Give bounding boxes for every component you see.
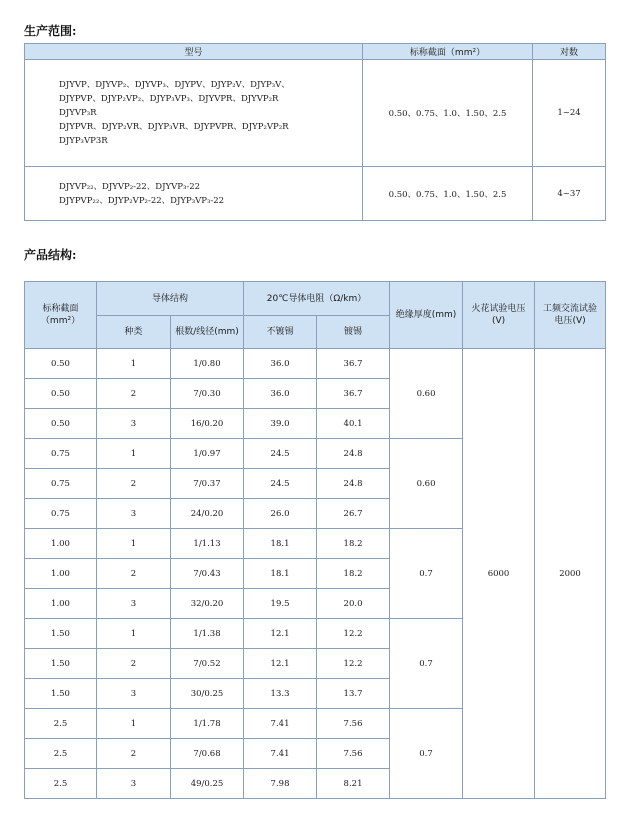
cell-type: 1 bbox=[97, 439, 171, 469]
section-title-production-range: 生产范围: bbox=[24, 24, 77, 38]
cell-section: 0.75 bbox=[25, 439, 97, 469]
cell-bare: 18.1 bbox=[244, 559, 317, 589]
cell-tinned: 26.7 bbox=[317, 499, 390, 529]
cell-tinned: 12.2 bbox=[317, 649, 390, 679]
cell-bare: 18.1 bbox=[244, 529, 317, 559]
cell-strands: 24/0.20 bbox=[171, 499, 244, 529]
cell-strands: 32/0.20 bbox=[171, 589, 244, 619]
cell-section: 1.00 bbox=[25, 589, 97, 619]
cell-insulation: 0.7 bbox=[390, 619, 463, 709]
cell-strands: 7/0.37 bbox=[171, 469, 244, 499]
cell-tinned: 36.7 bbox=[317, 379, 390, 409]
range-row bbox=[25, 167, 606, 221]
production-range-table bbox=[24, 43, 606, 221]
cell-strands: 30/0.25 bbox=[171, 679, 244, 709]
cell-tinned: 7.56 bbox=[317, 709, 390, 739]
cell-type: 3 bbox=[97, 499, 171, 529]
header-resistance: 20℃导体电阻（Ω/km） bbox=[244, 282, 390, 316]
cell-tinned: 24.8 bbox=[317, 469, 390, 499]
cell-type: 3 bbox=[97, 679, 171, 709]
cell-type: 2 bbox=[97, 469, 171, 499]
cell-strands: 7/0.52 bbox=[171, 649, 244, 679]
cell-type: 3 bbox=[97, 769, 171, 799]
cell-section: 2.5 bbox=[25, 709, 97, 739]
cell-strands: 1/0.80 bbox=[171, 349, 244, 379]
cell-section: 0.75 bbox=[25, 469, 97, 499]
cell-type: 3 bbox=[97, 589, 171, 619]
cell-section: 1.50 bbox=[25, 649, 97, 679]
table-row bbox=[25, 349, 606, 379]
cell-strands: 1/0.97 bbox=[171, 439, 244, 469]
cell-type: 3 bbox=[97, 409, 171, 439]
cell-tinned: 20.0 bbox=[317, 589, 390, 619]
cell-tinned: 24.8 bbox=[317, 439, 390, 469]
cell-insulation: 0.60 bbox=[390, 439, 463, 529]
cell-strands: 1/1.38 bbox=[171, 619, 244, 649]
cross-section-value: 0.50、0.75、1.0、1.50、2.5 bbox=[363, 60, 533, 167]
cell-tinned: 12.2 bbox=[317, 619, 390, 649]
header-spark-label: 火花试验电压 bbox=[471, 304, 526, 314]
header-cross-section: 标称截面（mm²） bbox=[363, 44, 533, 60]
cell-bare: 24.5 bbox=[244, 469, 317, 499]
cell-tinned: 36.7 bbox=[317, 349, 390, 379]
model-line: DJYPVP、DJYP₂VP₂、DJYP₃VP₃、DJYVPR、DJYVP₂R bbox=[59, 94, 279, 104]
cell-strands: 1/1.78 bbox=[171, 709, 244, 739]
cell-type: 2 bbox=[97, 559, 171, 589]
model-line: DJYPVP₂₂、DJYP₂VP₂-22、DJYP₃VP₃-22 bbox=[59, 195, 225, 206]
cell-spark-voltage: 6000 bbox=[463, 349, 535, 799]
range-header-row bbox=[25, 44, 606, 60]
cell-section: 0.50 bbox=[25, 349, 97, 379]
pairs-value: 4~37 bbox=[533, 167, 606, 221]
cell-bare: 7.41 bbox=[244, 709, 317, 739]
range-row bbox=[25, 60, 606, 167]
cell-bare: 12.1 bbox=[244, 619, 317, 649]
cell-section: 2.5 bbox=[25, 739, 97, 769]
cell-tinned: 13.7 bbox=[317, 679, 390, 709]
cell-strands: 7/0.68 bbox=[171, 739, 244, 769]
model-line: DJYVP、DJYVP₂、DJYVP₃、DJYPV、DJYP₂V、DJYP₃V、 bbox=[59, 80, 290, 90]
cell-bare: 24.5 bbox=[244, 439, 317, 469]
cell-bare: 26.0 bbox=[244, 499, 317, 529]
cell-strands: 49/0.25 bbox=[171, 769, 244, 799]
cell-bare: 36.0 bbox=[244, 349, 317, 379]
header-spark-unit: (V) bbox=[491, 316, 506, 326]
cell-section: 1.50 bbox=[25, 619, 97, 649]
cell-tinned: 18.2 bbox=[317, 559, 390, 589]
cell-strands: 7/0.43 bbox=[171, 559, 244, 589]
header-bare: 不镀锡 bbox=[244, 316, 317, 349]
header-pairs: 对数 bbox=[533, 44, 606, 60]
cell-bare: 36.0 bbox=[244, 379, 317, 409]
header-tinned: 镀锡 bbox=[317, 316, 390, 349]
cell-strands: 16/0.20 bbox=[171, 409, 244, 439]
cell-insulation: 0.7 bbox=[390, 529, 463, 619]
cell-type: 2 bbox=[97, 739, 171, 769]
structure-header-row-1 bbox=[25, 282, 606, 316]
header-ac-unit: 电压(V) bbox=[554, 316, 586, 326]
model-list bbox=[25, 60, 363, 167]
cell-type: 1 bbox=[97, 619, 171, 649]
cell-section: 0.50 bbox=[25, 409, 97, 439]
cell-bare: 12.1 bbox=[244, 649, 317, 679]
cell-type: 1 bbox=[97, 349, 171, 379]
cell-bare: 13.3 bbox=[244, 679, 317, 709]
model-line: DJYPVR、DJYP₂VR、DJYP₃VR、DJYPVPR、DJYP₂VP₂R bbox=[59, 122, 289, 132]
cell-section: 0.75 bbox=[25, 499, 97, 529]
pairs-value: 1~24 bbox=[533, 60, 606, 167]
model-line: DJYP₃VP3R bbox=[59, 136, 108, 146]
header-strands: 根数/线径(mm) bbox=[171, 316, 244, 349]
cell-tinned: 18.2 bbox=[317, 529, 390, 559]
cross-section-value: 0.50、0.75、1.0、1.50、2.5 bbox=[363, 167, 533, 221]
header-cross-section-label: 标称截面 bbox=[42, 304, 79, 314]
header-insulation: 绝缘厚度(mm) bbox=[390, 282, 463, 349]
cell-tinned: 7.56 bbox=[317, 739, 390, 769]
cell-type: 1 bbox=[97, 709, 171, 739]
section-title-product-structure: 产品结构: bbox=[24, 248, 77, 262]
cell-section: 1.00 bbox=[25, 529, 97, 559]
cell-bare: 39.0 bbox=[244, 409, 317, 439]
cell-section: 2.5 bbox=[25, 769, 97, 799]
header-model: 型号 bbox=[25, 44, 363, 60]
cell-insulation: 0.60 bbox=[390, 349, 463, 439]
cell-insulation: 0.7 bbox=[390, 709, 463, 799]
cell-tinned: 40.1 bbox=[317, 409, 390, 439]
cell-bare: 7.41 bbox=[244, 739, 317, 769]
header-cross-section-unit: （mm²） bbox=[40, 316, 81, 326]
cell-ac-voltage: 2000 bbox=[535, 349, 606, 799]
cell-tinned: 8.21 bbox=[317, 769, 390, 799]
cell-type: 2 bbox=[97, 379, 171, 409]
cell-type: 1 bbox=[97, 529, 171, 559]
cell-bare: 7.98 bbox=[244, 769, 317, 799]
header-cross-section bbox=[25, 282, 97, 349]
cell-type: 2 bbox=[97, 649, 171, 679]
model-list bbox=[25, 167, 363, 221]
product-structure-table bbox=[24, 281, 606, 799]
cell-bare: 19.5 bbox=[244, 589, 317, 619]
cell-section: 1.50 bbox=[25, 679, 97, 709]
model-line: DJYVP₃R bbox=[59, 108, 97, 118]
header-ac-label: 工频交流试验 bbox=[543, 304, 598, 314]
cell-strands: 1/1.13 bbox=[171, 529, 244, 559]
model-line: DJYVP₂₂、DJYVP₂-22、DJYVP₃-22 bbox=[59, 181, 201, 192]
header-conductor: 导体结构 bbox=[97, 282, 244, 316]
header-type: 种类 bbox=[97, 316, 171, 349]
cell-strands: 7/0.30 bbox=[171, 379, 244, 409]
cell-section: 1.00 bbox=[25, 559, 97, 589]
header-ac-voltage bbox=[535, 282, 606, 349]
header-spark-voltage bbox=[463, 282, 535, 349]
cell-section: 0.50 bbox=[25, 379, 97, 409]
